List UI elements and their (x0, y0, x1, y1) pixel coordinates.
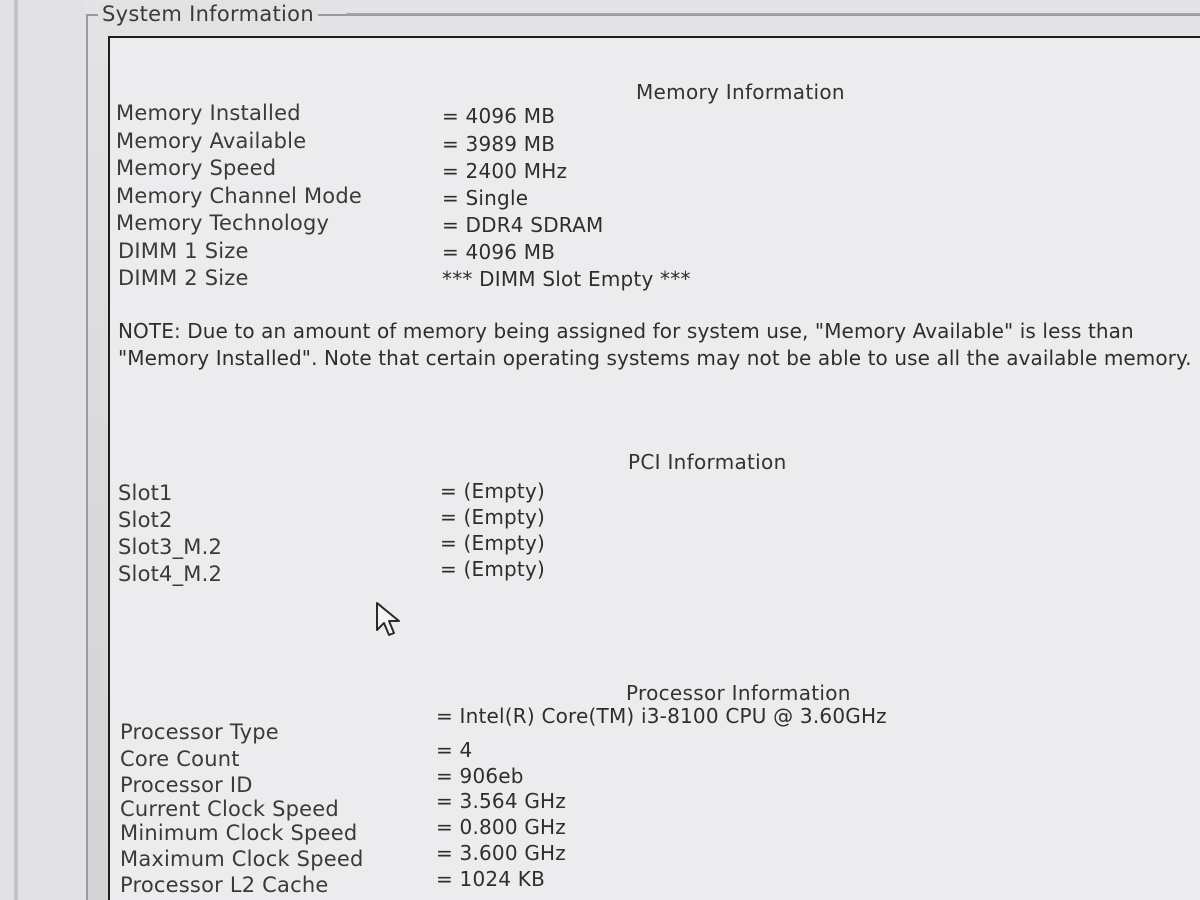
memory-speed-value: = 2400 MHz (442, 159, 568, 183)
memory-available-label: Memory Available (116, 129, 307, 153)
slot3-m2-label: Slot3_M.2 (118, 535, 223, 559)
processor-l2-cache-value: = 1024 KB (436, 867, 546, 891)
dimm2-size-value: *** DIMM Slot Empty *** (442, 267, 691, 291)
dimm1-size-value: = 4096 MB (442, 240, 556, 264)
memory-channel-mode-label: Memory Channel Mode (116, 184, 362, 208)
slot2-value: = (Empty) (440, 505, 546, 529)
processor-l2-cache-label: Processor L2 Cache (120, 873, 329, 897)
processor-type-label: Processor Type (120, 720, 279, 744)
current-clock-speed-label: Current Clock Speed (120, 797, 339, 821)
memory-note: NOTE: Due to an amount of memory being assigned for system use, "Memory Available" is less than "Memory Installed". Note that certain operating systems may not be able to use all the available memory. (118, 319, 1192, 370)
navigation-rail (14, 0, 18, 900)
maximum-clock-speed-value: = 3.600 GHz (436, 841, 566, 865)
left-navigation-edge (0, 0, 86, 900)
dimm1-size-label: DIMM 1 Size (118, 239, 249, 263)
processor-id-label: Processor ID (120, 773, 253, 797)
slot4-m2-label: Slot4_M.2 (118, 562, 223, 586)
memory-technology-value: = DDR4 SDRAM (442, 213, 604, 237)
current-clock-speed-value: = 3.564 GHz (436, 789, 566, 813)
slot4-m2-value: = (Empty) (440, 557, 546, 581)
dimm2-size-label: DIMM 2 Size (118, 266, 249, 290)
memory-channel-mode-value: = Single (442, 186, 529, 210)
memory-available-value: = 3989 MB (442, 132, 556, 156)
groupbox-title: System Information (98, 2, 318, 26)
minimum-clock-speed-label: Minimum Clock Speed (120, 821, 358, 845)
groupbox-top-border (346, 13, 1200, 15)
slot1-label: Slot1 (118, 481, 173, 505)
memory-section-title: Memory Information (636, 80, 845, 104)
memory-installed-value: = 4096 MB (442, 104, 556, 128)
processor-section-title: Processor Information (626, 681, 851, 705)
slot1-value: = (Empty) (440, 479, 546, 503)
processor-type-value: = Intel(R) Core(TM) i3-8100 CPU @ 3.60GHz (436, 704, 887, 728)
core-count-label: Core Count (120, 747, 240, 771)
slot2-label: Slot2 (118, 508, 173, 532)
maximum-clock-speed-label: Maximum Clock Speed (120, 847, 364, 871)
core-count-value: = 4 (436, 738, 473, 762)
minimum-clock-speed-value: = 0.800 GHz (436, 815, 566, 839)
memory-technology-label: Memory Technology (116, 211, 330, 235)
pci-section-title: PCI Information (628, 450, 787, 474)
slot3-m2-value: = (Empty) (440, 531, 546, 555)
memory-installed-label: Memory Installed (116, 101, 301, 125)
mouse-pointer-icon (374, 600, 404, 640)
memory-speed-label: Memory Speed (116, 156, 277, 180)
processor-id-value: = 906eb (436, 764, 524, 788)
